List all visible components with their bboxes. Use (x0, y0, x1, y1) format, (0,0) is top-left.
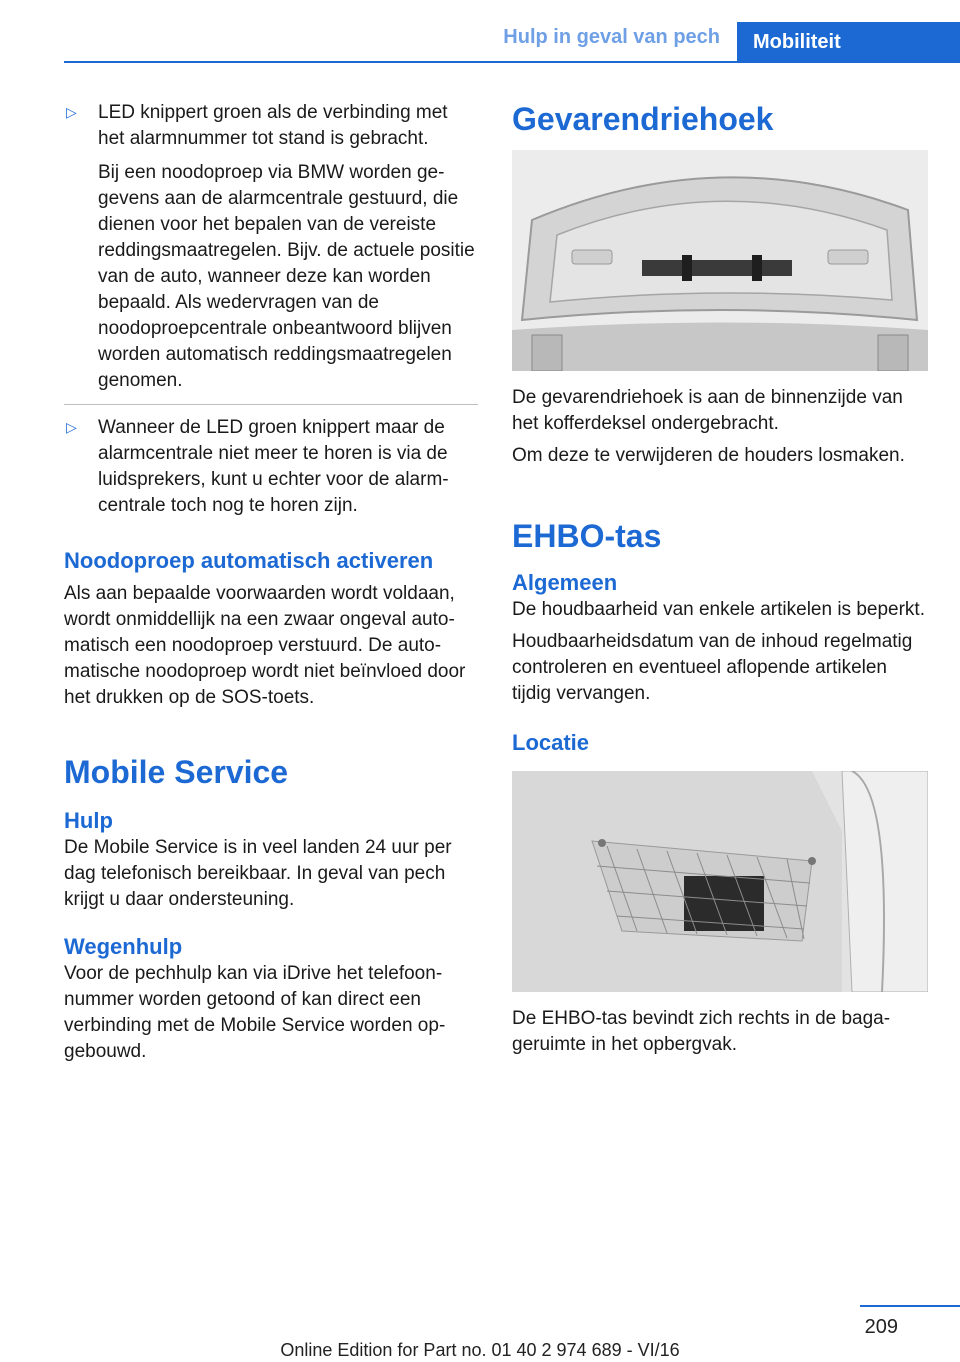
header-chapter-tab (737, 22, 960, 62)
locatie-heading: Locatie (512, 730, 590, 755)
divider (64, 404, 478, 405)
hulp-text: De Mobile Service is in veel landen 24 uur per dag telefonisch bereikbaar. In geval van pech krijgt u daar ondersteuning. (64, 837, 452, 910)
trunk-lid-photo (512, 150, 928, 371)
gevarendriehoek-text-removal: Om deze te verwijderen de houders losmaken. (512, 445, 905, 466)
gevarendriehoek-text-location: De gevarendriehoek is aan de binnenzijde van het kofferdeksel ondergebracht. (512, 387, 903, 434)
luggage-compartment-photo (512, 771, 928, 992)
header-chapter-label: Mobiliteit (753, 30, 841, 53)
wegenhulp-heading: Wegenhulp (64, 934, 183, 959)
left-column (64, 100, 478, 1065)
hulp-heading: Hulp (64, 808, 113, 833)
algemeen-text-1: De houdbaarheid van enkele artikelen is beperkt. (512, 599, 925, 620)
triangle-bullet-icon: ▷ (66, 104, 77, 120)
wegenhulp-text: Voor de pechhulp kan via iDrive het telefoonnummer worden getoond of kan direct een verbinding met de Mobile Service worden opgebouwd. (64, 963, 446, 1062)
bullet-text: LED knippert groen als de verbinding met het alarmnummer tot stand is gebracht. (98, 102, 448, 149)
locatie-text: De EHBO-tas bevindt zich rechts in de bagageruimte in het opbergvak. (512, 1008, 891, 1055)
footer-rule (860, 1305, 960, 1307)
auto-emergency-text: Als aan bepaalde voorwaarden wordt voldaan, wordt onmiddellijk na een zwaar ongeval automatisch een noodoproep verstuurd. De automatische noodoproep wordt niet beïnvloed door het drukken op de SOS-toets. (64, 583, 466, 708)
right-column (512, 100, 928, 1058)
triangle-bullet-icon: ▷ (66, 419, 77, 435)
mobile-service-title: Mobile Service (64, 754, 289, 790)
header-rule (64, 61, 960, 63)
bullet-item-led-green (64, 100, 478, 152)
header-section-title: Hulp in geval van pech (503, 26, 720, 48)
bullet-text: Wanneer de LED groen knippert maar de alarmcentrale niet meer te horen is via de luidsprekers, kunt u echter voor de alarmcentrale toch nog te horen zijn. (98, 417, 449, 516)
bullet-followup-text: Bij een noodoproep via BMW worden gegevens aan de alarmcentrale gestuurd, die dienen voor het bepalen van de vereiste reddingsmaatregelen. Bijv. de actuele positie van de auto, wanneer deze kan worden bepaald. Als wedervragen van de noodoproepcentrale onbeantwoord blijven worden automatisch reddingsmaatregelen genomen. (98, 162, 475, 391)
page-number: 209 (864, 1316, 898, 1338)
auto-emergency-heading: Noodoproep automatisch activeren (64, 548, 434, 573)
algemeen-text-2: Houdbaarheidsdatum van de inhoud regelmatig controleren en eventueel aflopende artikelen tijdig vervangen. (512, 631, 913, 704)
ehbo-tas-title: EHBO-tas (512, 518, 662, 554)
bullet-item-led-blinking (64, 415, 478, 519)
edition-footer: Online Edition for Part no. 01 40 2 974 689 - VI/16 (280, 1340, 680, 1360)
page-header (0, 0, 960, 62)
algemeen-heading: Algemeen (512, 570, 618, 595)
gevarendriehoek-title: Gevarendriehoek (512, 101, 774, 137)
